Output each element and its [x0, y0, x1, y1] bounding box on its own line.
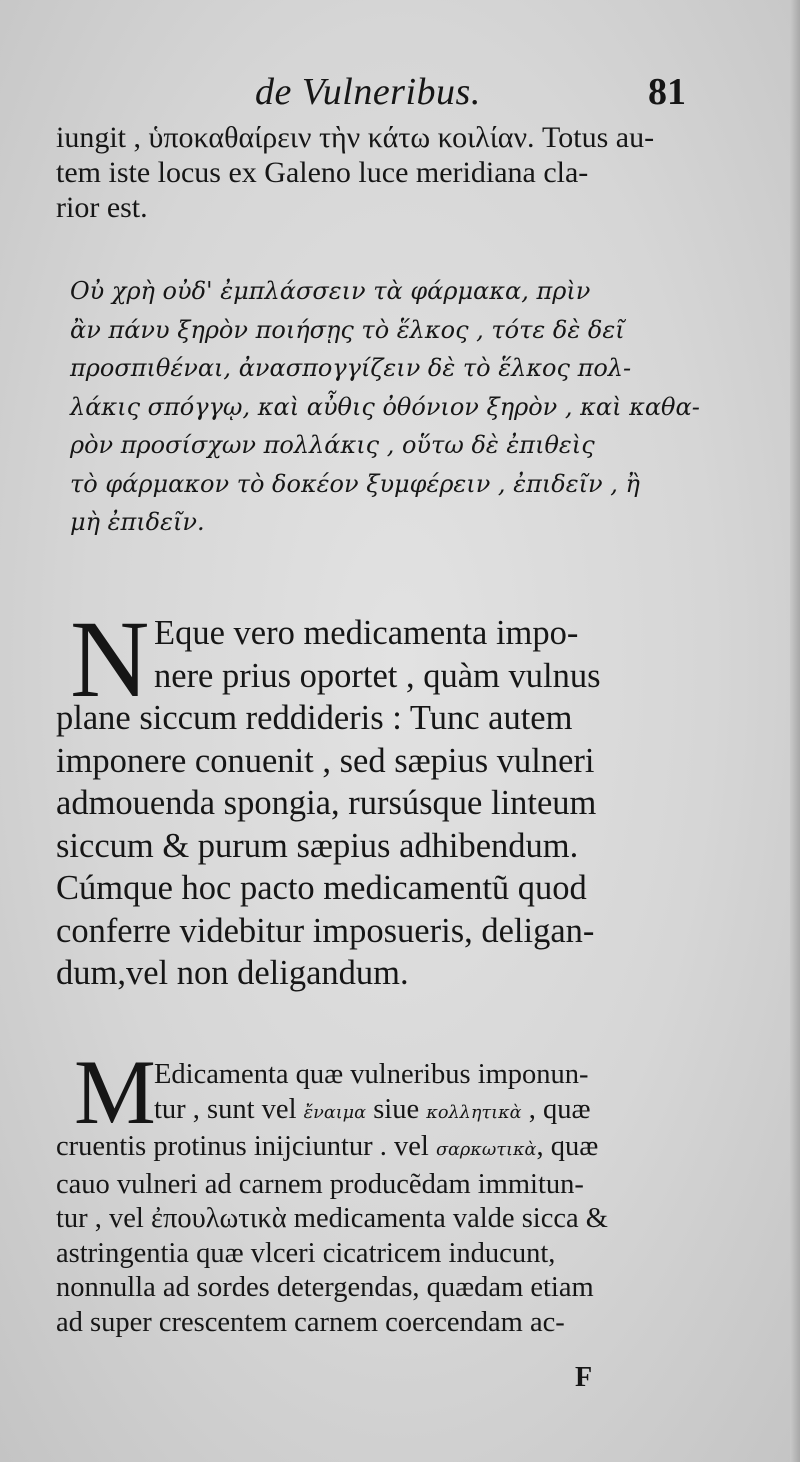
page-edge-shadow — [790, 0, 800, 1462]
text-fragment: siue — [366, 1093, 427, 1125]
main-paragraph — [56, 598, 706, 995]
greek-line: Οὐ χρὴ οὐδ' ἐμπλάσσειν τὰ φάρμακα, πρὶν — [70, 277, 591, 305]
greek-term: κολλητικὰ — [426, 1102, 522, 1123]
text-line: admouenda spongia, rursúsque linteum — [56, 784, 597, 822]
text-line: tem iste locus ex Galeno luce meridiana cla- — [56, 156, 589, 189]
text-line: dum,vel non deligandum. — [56, 954, 409, 992]
text-fragment: , quæ — [521, 1093, 591, 1125]
text-line: Edicamenta quæ vulneribus imponun- — [154, 1059, 589, 1090]
text-line: rior est. — [56, 191, 148, 224]
text-fragment: , quæ — [536, 1131, 599, 1162]
intro-text — [56, 120, 706, 225]
drop-cap-m: M — [74, 1041, 156, 1143]
greek-line: ἂν πάνυ ξηρὸν ποιήσῃς τὸ ἕλκος , τότε δὲ δεῖ — [70, 315, 625, 344]
text-fragment: cruentis protinus inijciuntur . vel — [56, 1131, 436, 1162]
greek-term: σαρκωτικὰ — [435, 1140, 537, 1160]
text-line: conferre videbitur imposueris, deligan- — [56, 911, 595, 950]
page-number: 81 — [648, 71, 686, 113]
text-line: Eque vero medicamenta impo- — [154, 614, 579, 652]
text-fragment: tur , sunt vel — [154, 1093, 304, 1125]
text-line: cauo vulneri ad carnem producẽdam immitun- — [56, 1168, 584, 1200]
greek-term: ἔναιμα — [303, 1102, 367, 1123]
greek-line: προσπιθέναι, ἀνασπογγίζειν δὲ τὸ ἕλκος πολ- — [70, 354, 632, 382]
greek-quotation — [70, 272, 710, 542]
catchword: F — [575, 1362, 593, 1393]
text-line: ad super crescentem carnem coercendam ac- — [56, 1306, 565, 1338]
text-line: imponere conuenit , sed sæpius vulneri — [56, 741, 595, 780]
text-line: nonnulla ad sordes detergendas, quædam etiam — [56, 1272, 594, 1303]
greek-line: ρὸν προσίσχων πολλάκις , οὕτω δὲ ἐπιθεὶς — [70, 431, 595, 459]
text-line: tur , vel ἐπουλωτικὰ medicamenta valde sicca & — [56, 1203, 608, 1234]
running-title: de Vulneribus. — [255, 71, 481, 113]
text-line: Cúmque hoc pacto medicamentũ quod — [56, 869, 587, 907]
text-line: iungit , ὑποκαθαίρειν τὴν κάτω κοιλίαν. Totus au- — [56, 121, 655, 154]
text-line-mixed — [56, 1093, 706, 1131]
second-paragraph — [56, 1041, 706, 1340]
text-line: astringentia quæ vlceri cicatricem inducunt, — [56, 1237, 556, 1269]
page-header — [0, 70, 800, 118]
text-line-mixed — [56, 1130, 706, 1168]
greek-line: λάκις σπόγγῳ, καὶ αὖθις ὀθόνιον ξηρὸν , καὶ καθα- — [70, 392, 700, 421]
text-line: plane siccum reddideris : Tunc autem — [56, 699, 573, 737]
greek-line: μὴ ἐπιδεῖν. — [70, 508, 205, 536]
drop-cap-n: N — [70, 598, 150, 720]
greek-line: τὸ φάρμακον τὸ δοκέον ξυμφέρειν , ἐπιδεῖν , ἢ — [70, 469, 640, 498]
text-line: siccum & purum sæpius adhibendum. — [56, 826, 579, 865]
text-line: nere prius oportet , quàm vulnus — [154, 656, 601, 695]
